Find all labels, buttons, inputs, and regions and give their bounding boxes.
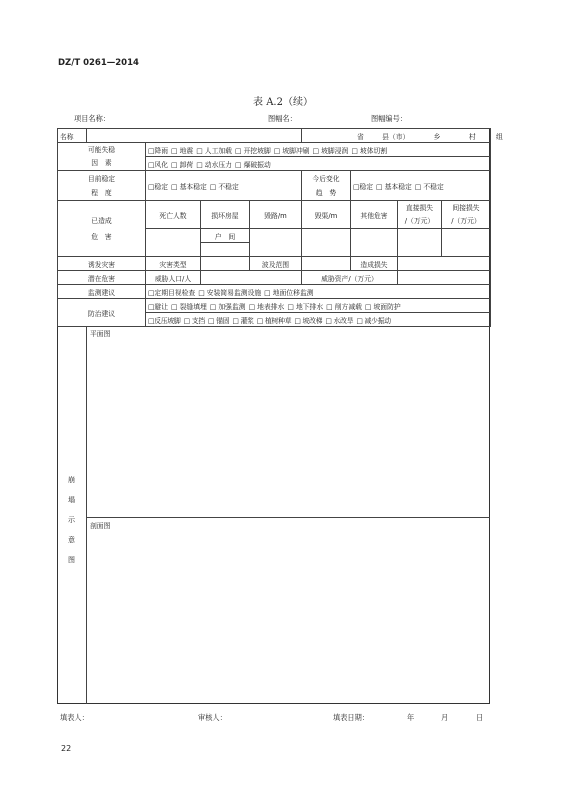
trend-label-1: 今后变化 [312, 174, 340, 183]
secondary-label: 诱发灾害 [58, 257, 146, 271]
direct-loss-value[interactable] [398, 229, 442, 257]
houses-value[interactable] [201, 243, 250, 257]
factors-options-2[interactable] [146, 157, 491, 171]
deaths-value[interactable] [146, 229, 201, 257]
section-sketch-area[interactable] [86, 518, 490, 704]
factors-label-1: 可能失稳 [87, 145, 116, 154]
standard-code: DZ/T 0261—2014 [58, 58, 139, 68]
prevention-option[interactable]: □ 减少振动 [356, 316, 391, 325]
houses-header: 损坏房屋 [201, 201, 250, 229]
potential-row [58, 271, 491, 285]
threat-assets-value[interactable] [398, 271, 491, 285]
roads-header: 毁路/m [250, 201, 302, 229]
factor-option[interactable]: □ 动水压力 [196, 160, 232, 169]
prevention-option[interactable]: □避让 [148, 302, 169, 311]
factor-option[interactable]: □ 开挖坡脚 [234, 146, 271, 155]
factor-option[interactable]: □ 坡体切割 [351, 146, 388, 155]
secondary-loss-label: 造成损失 [351, 257, 398, 271]
project-name-label: 项目名称： [74, 114, 110, 123]
roads-value[interactable] [250, 229, 302, 257]
canals-header: 毁渠/m [302, 201, 351, 229]
potential-label: 潜在危害 [58, 271, 146, 285]
name-field[interactable] [87, 129, 302, 143]
prevention-option[interactable]: □ 植树种草 [256, 316, 292, 325]
trend-label-2: 趋 势 [315, 188, 337, 197]
prevention-option[interactable]: □ 水改旱 [325, 316, 354, 325]
monitor-option[interactable]: □ 地面位移监测 [264, 288, 314, 297]
factor-option[interactable]: □ 爆破振动 [234, 160, 271, 169]
stability-label-2: 程 度 [91, 188, 112, 197]
indirect-loss-header-2: /（万元） [451, 216, 481, 225]
sketch-char: 图 [68, 556, 75, 564]
prevention-option[interactable]: □ 灌浆 [232, 316, 254, 325]
name-label: 名称 [58, 129, 87, 143]
prevention-label: 防治建议 [58, 299, 146, 327]
prevention-option[interactable]: □ 支挡 [183, 316, 205, 325]
threat-people-label: 威胁人口/人 [146, 271, 201, 285]
damage-label-1: 已造成 [91, 216, 112, 225]
factor-option[interactable]: □ 坡脚冲刷 [273, 146, 310, 155]
monitor-row [58, 285, 491, 299]
factors-label-2: 因 素 [91, 158, 112, 167]
stability-options[interactable] [146, 171, 302, 201]
indirect-loss-header-1: 间接损失 [452, 203, 480, 212]
table-title: 表 A.2（续） [253, 97, 313, 108]
location-field[interactable] [302, 129, 503, 143]
year-label: 年 [407, 713, 415, 722]
prevention-option[interactable]: □ 锚固 [208, 316, 230, 325]
indirect-loss-value[interactable] [442, 229, 491, 257]
prevention-options-2[interactable] [146, 313, 491, 327]
direct-loss-header-2: /（万元） [404, 216, 435, 225]
factor-option[interactable]: □风化 [148, 160, 169, 169]
group-label: 组 [495, 132, 503, 141]
stability-option[interactable]: □ 不稳定 [209, 182, 239, 191]
name-row [58, 129, 491, 143]
sketch-char: 意 [68, 536, 75, 544]
day-label: 日 [476, 713, 484, 722]
township-label: 乡 [433, 132, 441, 141]
trend-option[interactable]: □ 不稳定 [414, 182, 444, 191]
prevention-option[interactable]: □ 坡改梯 [294, 316, 323, 325]
sketch-char: 示 [68, 516, 75, 524]
monitor-label: 监测建议 [58, 285, 146, 299]
filler-label: 填表人： [60, 713, 89, 722]
secondary-row [58, 257, 491, 271]
damage-label-2: 危 害 [91, 232, 112, 241]
reviewer-label: 审核人： [198, 713, 227, 722]
prevention-option[interactable]: □ 地下排水 [287, 302, 324, 311]
deaths-header: 死亡人数 [146, 201, 201, 229]
stability-option[interactable]: □ 基本稳定 [171, 182, 207, 191]
trend-options[interactable] [351, 171, 491, 201]
prevention-option[interactable]: □ 削方减载 [326, 302, 362, 311]
map-code-label: 图幅编号： [371, 114, 407, 123]
map-name-label: 图幅名： [268, 114, 297, 123]
monitor-options[interactable] [146, 285, 491, 299]
secondary-type-value[interactable] [201, 257, 250, 271]
survey-form-table [57, 128, 503, 327]
other-header: 其他危害 [351, 201, 398, 229]
factors-row [58, 143, 491, 157]
threat-people-value[interactable] [201, 271, 302, 285]
sketch-char: 塌 [68, 496, 75, 504]
prevention-option[interactable]: □反压坡脚 [148, 316, 181, 325]
county-label: 县（市） [382, 132, 410, 141]
secondary-type-label: 灾害类型 [146, 257, 201, 271]
prevention-option[interactable]: □ 坡面防护 [364, 302, 401, 311]
sketch-side-label [57, 326, 86, 704]
province-label: 省 [357, 132, 364, 141]
month-label: 月 [441, 713, 449, 722]
stability-label-1: 目前稳定 [87, 174, 116, 183]
page-number: 22 [61, 744, 72, 753]
prevention-option[interactable]: □ 加强监测 [209, 302, 246, 311]
prevention-row [58, 299, 491, 313]
monitor-option[interactable]: □ 安装简易监测设施 [198, 288, 262, 297]
threat-assets-label: 威胁资产/（万元） [302, 271, 398, 285]
direct-loss-header-1: 直接损失 [405, 203, 434, 212]
stability-row [58, 171, 491, 201]
sketch-char: 崩 [68, 476, 75, 484]
other-value[interactable] [351, 229, 398, 257]
village-label: 村 [468, 132, 476, 141]
secondary-range-value[interactable] [302, 257, 351, 271]
factor-option[interactable]: □ 地震 [171, 146, 194, 155]
date-label: 填表日期： [333, 713, 369, 722]
prevention-options-1[interactable] [146, 299, 491, 313]
factor-option[interactable]: □ 人工加载 [196, 146, 232, 155]
trend-option[interactable]: □稳定 [353, 182, 374, 191]
plan-sketch-area[interactable] [86, 326, 490, 518]
factor-option[interactable]: □降雨 [148, 146, 169, 155]
secondary-range-label: 波及范围 [250, 257, 302, 271]
stability-option[interactable]: □稳定 [148, 182, 169, 191]
prevention-option[interactable]: □ 地表排水 [248, 302, 285, 311]
damage-header-row [58, 201, 491, 229]
prevention-option[interactable]: □ 裂缝填埋 [171, 302, 207, 311]
houses-unit: 户 间 [201, 229, 250, 243]
factors-options-1[interactable] [146, 143, 491, 157]
secondary-loss-value[interactable] [398, 257, 491, 271]
plan-label: 平面图 [90, 330, 111, 338]
trend-option[interactable]: □ 基本稳定 [376, 182, 412, 191]
canals-value[interactable] [302, 229, 351, 257]
section-label: 剖面图 [90, 522, 111, 530]
factor-option[interactable]: □ 卸荷 [171, 160, 194, 169]
factor-option[interactable]: □ 坡脚浸润 [312, 146, 349, 155]
monitor-option[interactable]: □定期目视检查 [148, 288, 196, 297]
